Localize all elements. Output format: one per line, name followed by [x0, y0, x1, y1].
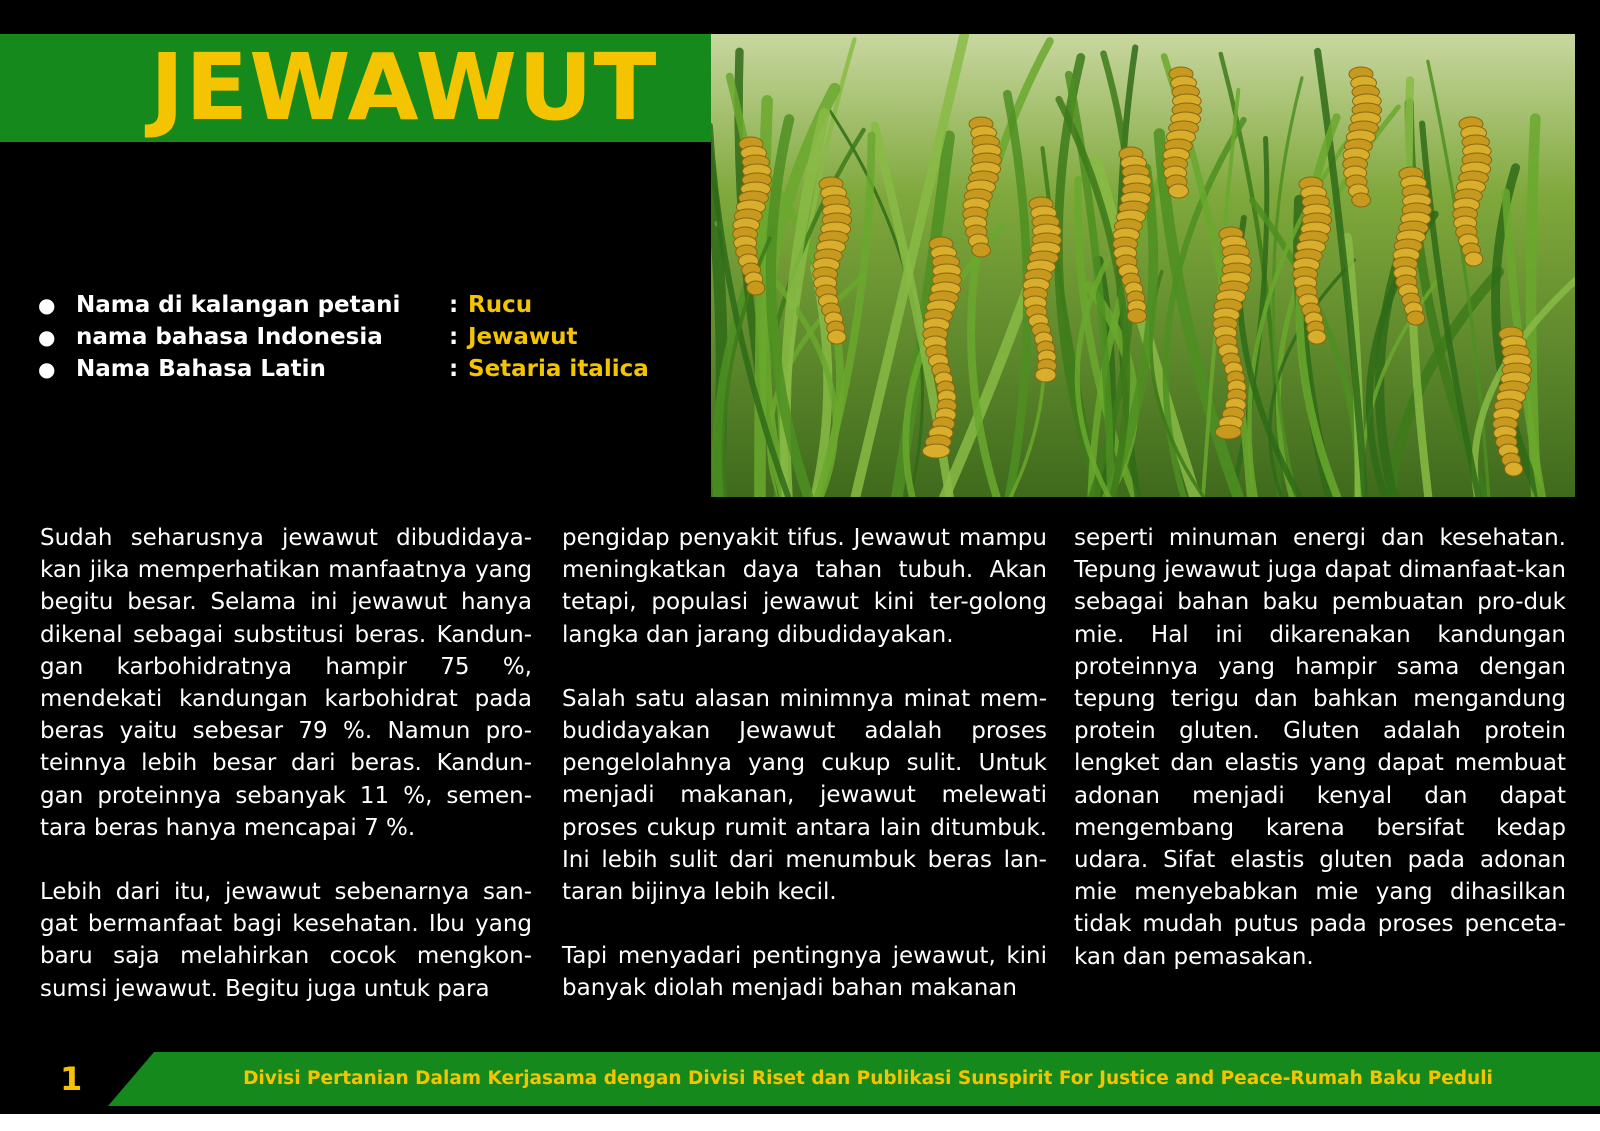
article-paragraph: seperti minuman energi dan kesehatan. Tepung jewawut juga dapat dimanfaat-kan sebagai bahan baku pembuatan pro-duk mie. Hal ini dikarenakan kandungan proteinnya yang hampir sama dengan tepung terigu dan bahkan mengandung protein gluten. Gluten adalah protein lengket dan elastis yang dapat membuat adonan menjadi kenyal dan dapat mengembang karena bersifat kedap udara. Sifat elastis gluten pada adonan mie menyebabkan mie yang dihasilkan tidak mudah putus pada proses penceta-kan dan pemasakan. [1074, 525, 1566, 970]
page-bottom-band [0, 1114, 1600, 1131]
article-column-2 [562, 522, 1047, 1005]
bullet-icon: ● [38, 325, 56, 349]
fact-value: Jewawut [468, 324, 578, 350]
fact-separator: : [449, 292, 459, 318]
article-paragraph: pengidap penyakit tifus. Jewawut mampu meningkatkan daya tahan tubuh. Akan tetapi, populasi jewawut kini ter-golong langka dan jarang dibudidayakan. [562, 525, 1047, 648]
fact-row-indonesian-name [36, 321, 676, 353]
plant-facts-list [36, 289, 676, 385]
article-paragraph: Sudah seharusnya jewawut dibudidaya-kan jika memperhatikan manfaatnya yang begitu besar. Selama ini jewawut hanya dikenal sebagai substitusi beras. Kandun-gan karbohidratnya hampir 75 %, mendekati kandungan karbohidrat pada beras yaitu sebesar 79 %. Namun pro-teinnya lebih besar dari beras. Kandun-gan proteinnya sebanyak 11 %, semen-tara beras hanya mencapai 7 %. [40, 525, 532, 841]
article-column-3 [1074, 522, 1566, 973]
fact-row-latin-name [36, 353, 676, 385]
fact-label: Nama Bahasa Latin [76, 356, 326, 382]
article-paragraph: Lebih dari itu, jewawut sebenarnya san-gat bermanfaat bagi kesehatan. Ibu yang baru saja melahirkan cocok mengkon-sumsi jewawut. Begitu juga untuk para [40, 879, 532, 1002]
page-number: 1 [60, 1060, 83, 1098]
fact-label: Nama di kalangan petani [76, 292, 401, 318]
fact-value: Setaria italica [468, 356, 649, 382]
bullet-icon: ● [38, 357, 56, 381]
bullet-icon: ● [38, 293, 56, 317]
fact-value: Rucu [468, 292, 533, 318]
fact-row-local-name [36, 289, 676, 321]
fact-separator: : [449, 324, 459, 350]
millet-field-illustration [711, 34, 1575, 497]
footer-credit: Divisi Pertanian Dalam Kerjasama dengan Divisi Riset dan Publikasi Sunspirit For Justice and Peace-Rumah Baku Peduli [243, 1068, 1493, 1089]
page-title: JEWAWUT [150, 34, 658, 141]
fact-separator: : [449, 356, 459, 382]
fact-label: nama bahasa Indonesia [76, 324, 383, 350]
article-paragraph: Tapi menyadari pentingnya jewawut, kini banyak diolah menjadi bahan makanan [562, 943, 1047, 1002]
article-paragraph: Salah satu alasan minimnya minat mem-budidayakan Jewawut adalah proses pengelolahnya yang cukup sulit. Untuk menjadi makanan, jewawut melewati proses cukup rumit antara lain ditumbuk. Ini lebih sulit dari menumbuk beras lan-taran bijinya lebih kecil. [562, 685, 1047, 906]
article-column-1 [40, 522, 532, 1005]
millet-photo [711, 34, 1575, 497]
